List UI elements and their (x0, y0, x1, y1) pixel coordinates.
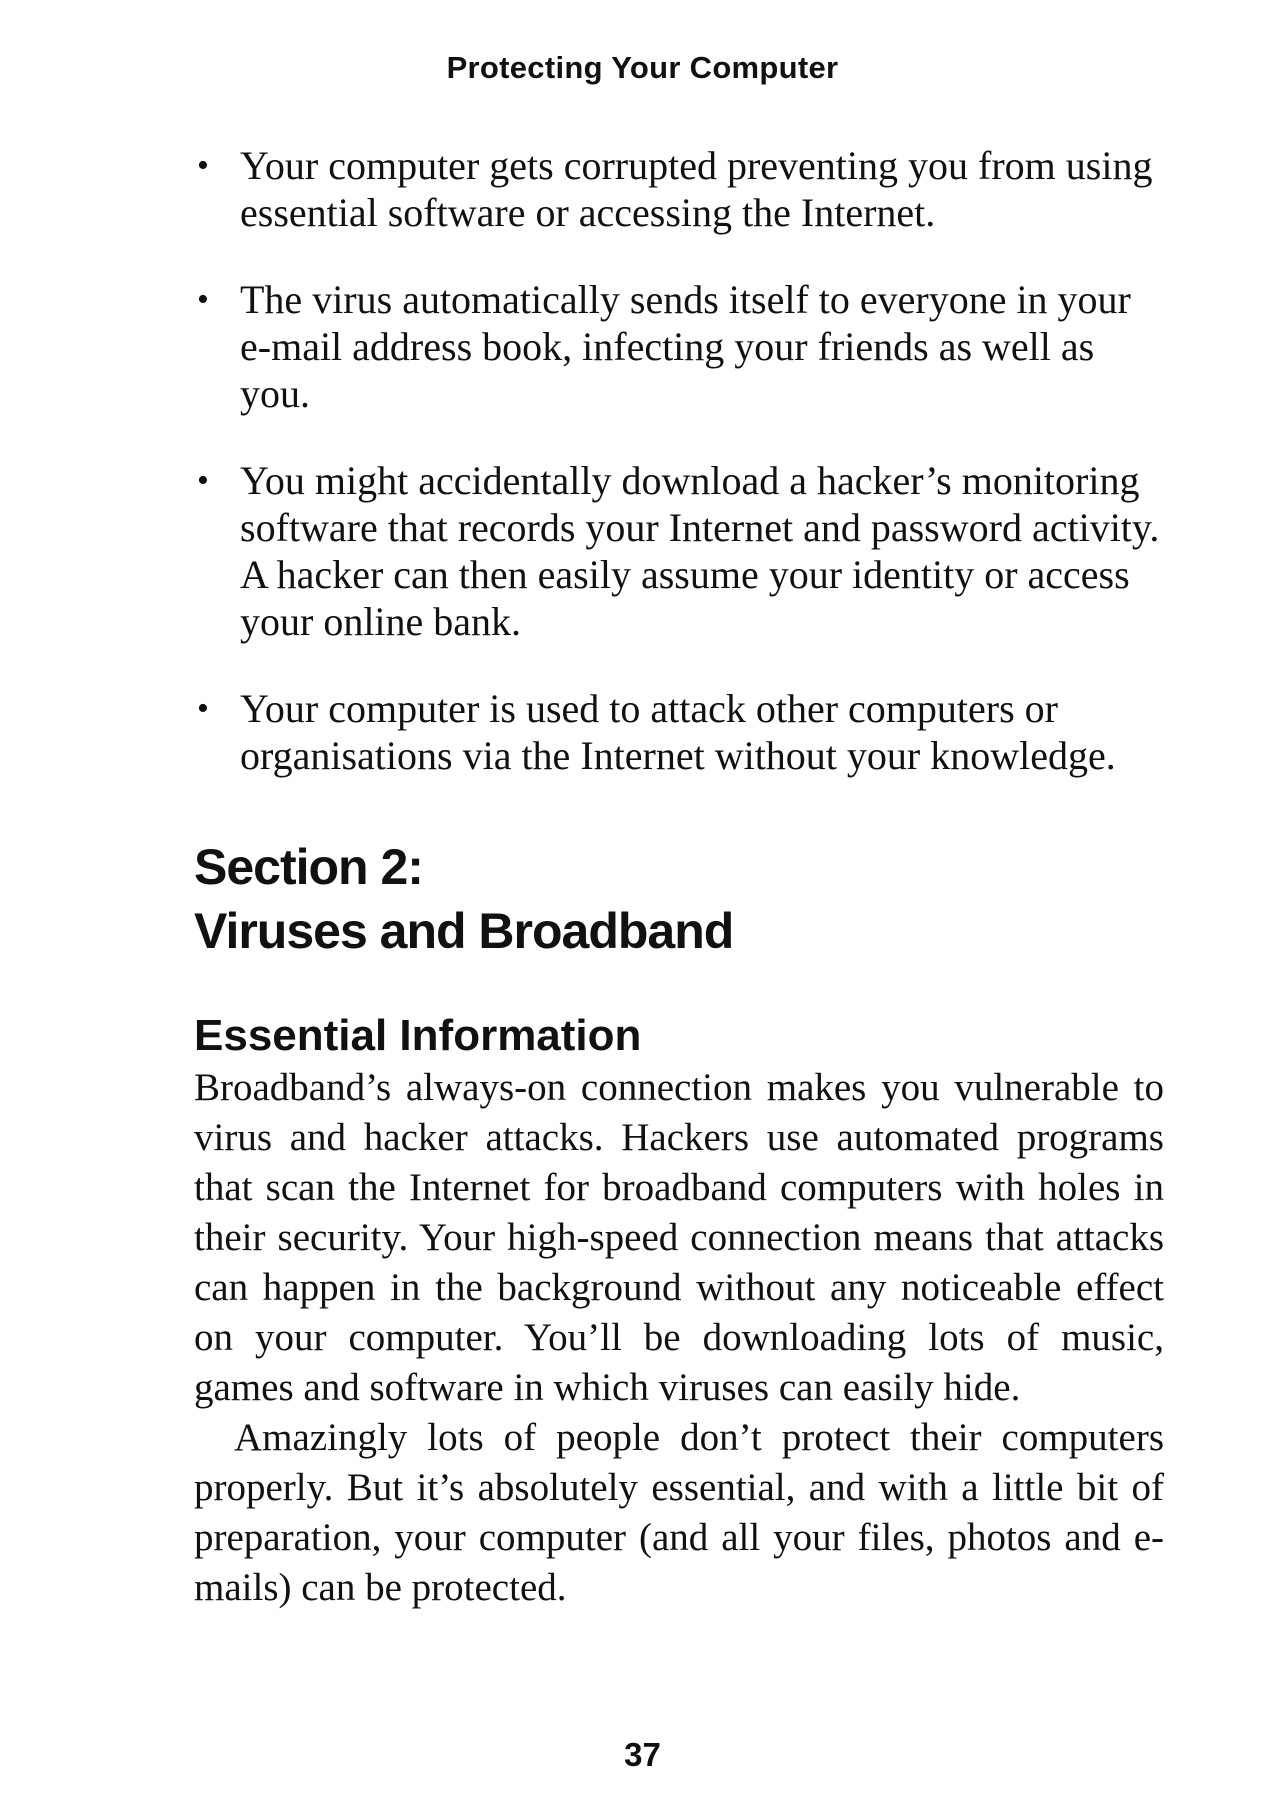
page-content (194, 142, 1164, 1613)
bullet-text: You might accidentally download a hacker’s monitoring software that records your Internet and password activity. A hacker can then easily assume your identity or access your online bank. (240, 458, 1160, 644)
body-paragraph: Amazingly lots of people don’t protect their computers properly. But it’s absolutely essential, and with a little bit of preparation, your computer (and all your files, photos and e-mails) can be protected. (194, 1416, 1164, 1609)
bullet-icon: • (197, 281, 209, 318)
bullet-icon: • (197, 462, 209, 499)
bullet-list (194, 142, 1164, 779)
bullet-item (194, 457, 1164, 645)
running-head: Protecting Your Computer (446, 50, 839, 85)
section-number: Section 2: (194, 839, 423, 895)
bullet-text: Your computer is used to attack other computers or organisations via the Internet without your knowledge. (240, 686, 1116, 778)
section-title: Viruses and Broadband (194, 903, 734, 959)
page-number: 37 (624, 1736, 661, 1773)
bullet-item (194, 276, 1164, 417)
bullet-item (194, 142, 1164, 236)
bullet-text: Your computer gets corrupted preventing you from using essential software or accessing the Internet. (240, 143, 1153, 235)
section-heading (194, 835, 1164, 963)
sub-heading: Essential Information (194, 1011, 642, 1060)
bullet-icon: • (197, 147, 209, 184)
bullet-icon: • (197, 690, 209, 727)
bullet-item (194, 685, 1164, 779)
body-paragraph: Broadband’s always-on connection makes you vulnerable to virus and hacker attacks. Hackers use automated programs that scan the Internet for broadband computers with holes in their security. Your high-speed connection means that attacks can happen in the background without any noticeable effect on your computer. You’ll be downloading lots of music, games and software in which viruses can easily hide. (194, 1066, 1164, 1409)
bullet-text: The virus automatically sends itself to everyone in your e-mail address book, infecting your friends as well as you. (240, 277, 1131, 416)
